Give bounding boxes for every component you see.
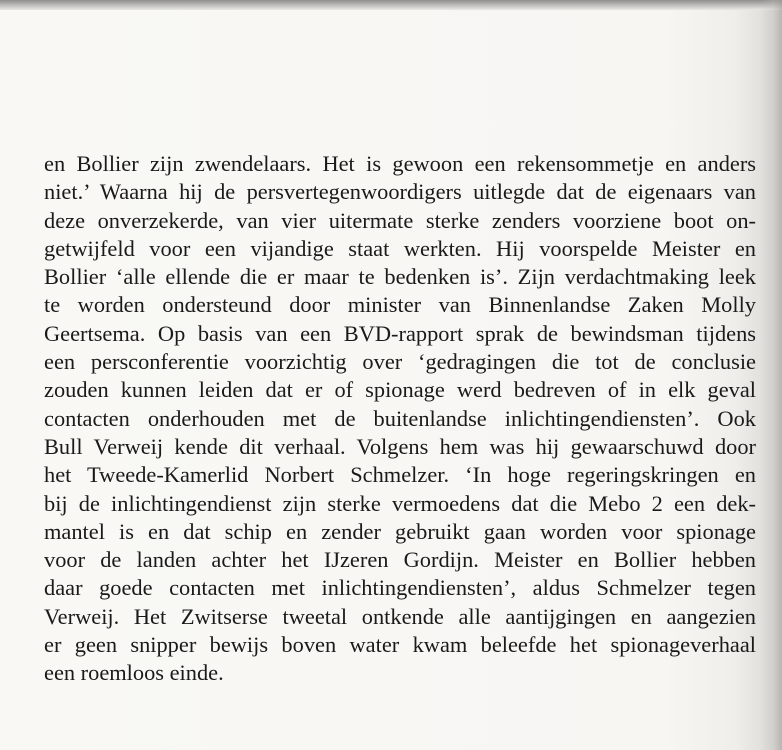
text-line-13: bij de inlichtingendienst zijn sterke vermoedens dat die Mebo 2 een dek- xyxy=(44,490,756,516)
text-line-11: Bull Verweij kende dit verhaal. Volgens hem was hij gewaarschuwd door xyxy=(44,433,756,459)
text-line-16: daar goede contacten met inlichtingendiensten’, aldus Schmelzer tegen xyxy=(44,575,756,601)
text-line-19: een roemloos einde. xyxy=(44,660,224,686)
text-line-18: er geen snipper bewijs boven water kwam beleefde het spionageverhaal xyxy=(44,632,756,658)
text-line-3: deze onverzekerde, van vier uitermate sterke zenders voorziene boot on- xyxy=(44,207,756,233)
text-line-8: een persconferentie voorzichtig over ‘gedragingen die tot de conclusie xyxy=(44,349,756,375)
page-top-edge xyxy=(0,0,782,10)
text-line-9: zouden kunnen leiden dat er of spionage werd bedreven of in elk geval xyxy=(44,377,756,403)
text-line-5: Bollier ‘alle ellende die er maar te bedenken is’. Zijn verdachtmaking leek xyxy=(44,264,756,290)
text-line-4: getwijfeld voor een vijandige staat werkten. Hij voorspelde Meister en xyxy=(44,235,756,261)
text-line-14: mantel is en dat schip en zender gebruikt gaan worden voor spionage xyxy=(44,518,756,544)
text-line-17: Verweij. Het Zwitserse tweetal ontkende alle aantijgingen en aangezien xyxy=(44,603,756,629)
text-line-7: Geertsema. Op basis van een BVD-rapport sprak de bewindsman tijdens xyxy=(44,320,756,346)
text-line-6: te worden ondersteund door minister van Binnenlandse Zaken Molly xyxy=(44,292,756,318)
text-line-12: het Tweede-Kamerlid Norbert Schmelzer. ‘In hoge regeringskringen en xyxy=(44,462,756,488)
text-line-10: contacten onderhouden met de buitenlandse inlichtingendiensten’. Ook xyxy=(44,405,756,431)
text-line-2: niet.’ Waarna hij de persvertegenwoordigers uitlegde dat de eigenaars van xyxy=(44,179,756,205)
text-line-1: en Bollier zijn zwendelaars. Het is gewoon een rekensommetje en anders xyxy=(44,151,756,176)
text-line-15: voor de landen achter het IJzeren Gordijn. Meister en Bollier hebben xyxy=(44,547,756,573)
body-paragraph xyxy=(44,150,756,688)
page-gutter-shadow xyxy=(760,0,782,750)
